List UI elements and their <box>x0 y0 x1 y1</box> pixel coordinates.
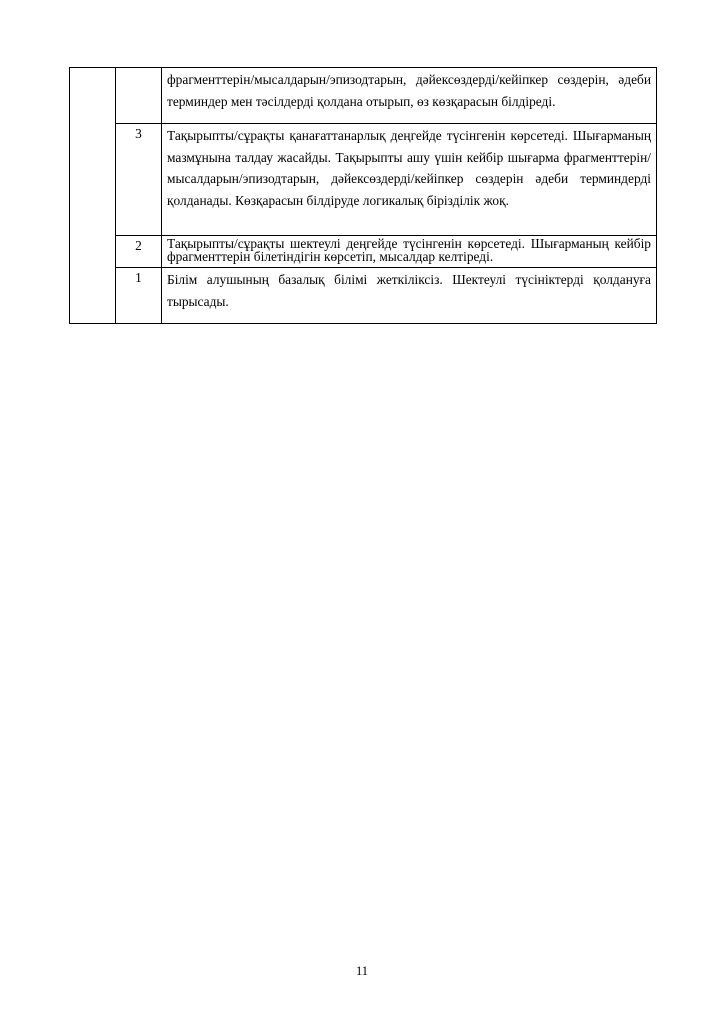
descriptor-cell: Тақырыпты/сұрақты шектеулі деңгейде түсінгенін көрсетеді. Шығарманың кейбір фрагменттерін білетіндігін көрсетіп, мысалдар келтіреді. <box>162 236 657 268</box>
page-number: 11 <box>355 964 369 978</box>
score-cell: 2 <box>116 236 162 268</box>
descriptor-cell: фрагменттерін/мысалдарын/эпизодтарын, дәйексөздерді/кейіпкер сөздерін, әдеби терминдер мен тәсілдерді қолдана отырып, өз көзқарасын білдіреді. <box>162 68 657 124</box>
criterion-cell <box>70 68 116 324</box>
rubric-row <box>70 268 657 324</box>
descriptor-cell: Тақырыпты/сұрақты қанағаттанарлық деңгейде түсінгенін көрсетеді. Шығарманың мазмұнына талдау жасайды. Тақырыпты ашу үшін кейбір шығарма фрагменттерін/мысалдарын/эпизодтарын, дәйексөздерді/кейіпкер сөздерін әдеби терминдерді қолданады. Көзқарасын білдіруде логикалық бірізділік жоқ. <box>162 124 657 236</box>
score-cell: 1 <box>116 268 162 324</box>
rubric-row <box>70 236 657 268</box>
score-cell: 3 <box>116 124 162 236</box>
descriptor-cell: Білім алушының базалық білімі жеткіліксіз. Шектеулі түсініктерді қолдануға тырысады. <box>162 268 657 324</box>
score-cell <box>116 68 162 124</box>
rubric-row <box>70 124 657 236</box>
rubric-row <box>70 68 657 124</box>
assessment-rubric-table <box>69 67 657 324</box>
